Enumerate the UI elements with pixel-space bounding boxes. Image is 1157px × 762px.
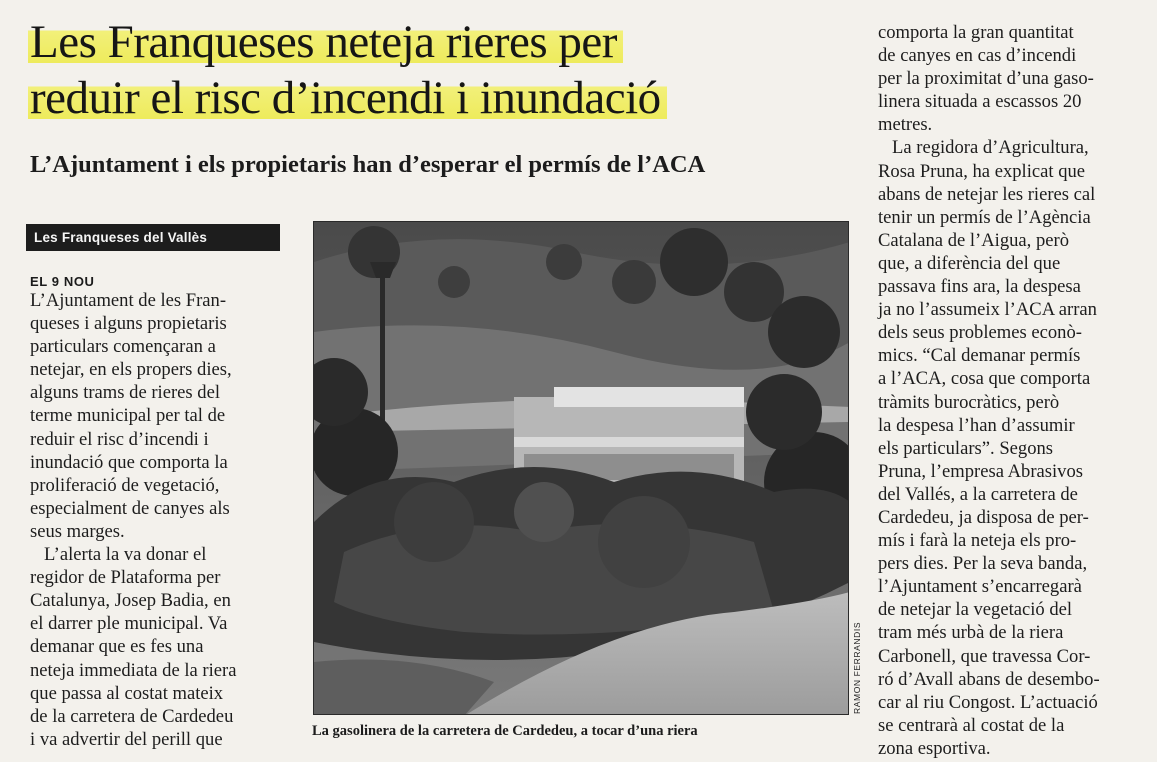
body-line: tenir un permís de l’Agència: [878, 206, 1091, 228]
body-line: proliferació de vegetació,: [30, 474, 220, 496]
body-line: Pruna, l’empresa Abrasivos: [878, 460, 1084, 482]
body-line: reduir el risc d’incendi i: [30, 428, 209, 450]
body-line: Catalana de l’Aigua, però: [878, 229, 1070, 251]
photo-credit: RAMON FERRANDIS: [852, 621, 862, 714]
body-line: car al riu Congost. L’actuació: [878, 691, 1098, 713]
body-line: mís i farà la neteja els pro-: [878, 530, 1077, 552]
body-line: l’Ajuntament s’encarregarà: [878, 576, 1082, 598]
body-line: Cardedeu, ja disposa de per-: [878, 506, 1089, 528]
body-line: mics. “Cal demanar permís: [878, 345, 1081, 367]
body-line: tràmits burocràtics, però: [878, 391, 1060, 413]
body-line: L’alerta la va donar el: [44, 544, 207, 566]
body-line: zona esportiva.: [878, 737, 991, 759]
body-line: metres.: [878, 114, 933, 136]
body-line: passava fins ara, la despesa: [878, 276, 1081, 298]
body-line: del Vallés, a la carretera de: [878, 483, 1078, 505]
article-headline: [28, 14, 858, 126]
body-line: ja no l’assumeix l’ACA arran: [878, 299, 1097, 321]
body-line: dels seus problemes econò-: [878, 322, 1082, 344]
body-column-right: [878, 21, 1148, 760]
body-line: particulars començaran a: [30, 336, 216, 358]
headline-line-1: Les Franqueses neteja rieres per: [28, 16, 623, 68]
body-line: i va advertir del perill que: [30, 728, 223, 750]
body-line: tram més urbà de la riera: [878, 622, 1064, 644]
body-line: se centrarà al costat de la: [878, 714, 1065, 736]
body-line: especialment de canyes als: [30, 497, 230, 519]
gas-station-photo: [314, 222, 849, 715]
body-line: neteja immediata de la riera: [30, 659, 237, 681]
body-line: inundació que comporta la: [30, 451, 228, 473]
body-line: de canyes en cas d’incendi: [878, 45, 1077, 67]
body-line: alguns trams de rieres del: [30, 382, 221, 404]
body-column-left: [30, 289, 300, 751]
body-line: Catalunya, Josep Badia, en: [30, 590, 231, 612]
body-line: comporta la gran quantitat: [878, 22, 1074, 43]
body-line: seus marges.: [30, 520, 125, 542]
body-line: Carbonell, que travessa Cor-: [878, 645, 1091, 667]
body-line: pers dies. Per la seva banda,: [878, 553, 1088, 575]
body-line: de netejar la vegetació del: [878, 599, 1073, 621]
body-line: netejar, en els propers dies,: [30, 359, 232, 381]
body-line: queses i alguns propietaris: [30, 313, 227, 335]
body-line: demanar que es fes una: [30, 636, 204, 658]
body-line: La regidora d’Agricultura,: [892, 137, 1089, 159]
body-line: L’Ajuntament de les Fran-: [30, 290, 227, 311]
body-line: Rosa Pruna, ha explicat que: [878, 160, 1086, 182]
photo-caption: La gasolinera de la carretera de Cardedeu, a tocar d’una riera: [312, 723, 698, 739]
section-tag: Les Franqueses del Vallès: [26, 224, 280, 251]
body-line: els particulars”. Segons: [878, 437, 1054, 459]
body-line: abans de netejar les rieres cal: [878, 183, 1096, 205]
body-line: que passa al costat mateix: [30, 682, 224, 704]
body-line: a l’ACA, cosa que comporta: [878, 368, 1091, 390]
body-line: regidor de Plataforma per: [30, 567, 221, 589]
body-line: que, a diferència del que: [878, 252, 1061, 274]
article-subhead: L’Ajuntament i els propietaris han d’esperar el permís de l’ACA: [30, 151, 706, 178]
body-line: per la proximitat d’una gaso-: [878, 68, 1094, 90]
body-line: terme municipal per tal de: [30, 405, 226, 427]
headline-line-2: reduir el risc d’incendi i inundació: [28, 72, 667, 124]
dateline: EL 9 NOU: [30, 274, 95, 289]
body-line: ró d’Avall abans de desembo-: [878, 668, 1100, 690]
body-line: de la carretera de Cardedeu: [30, 705, 234, 727]
body-line: el darrer ple municipal. Va: [30, 613, 228, 635]
body-line: la despesa l’han d’assumir: [878, 414, 1075, 436]
body-line: linera situada a escassos 20: [878, 91, 1082, 113]
article-photo: [313, 221, 849, 715]
